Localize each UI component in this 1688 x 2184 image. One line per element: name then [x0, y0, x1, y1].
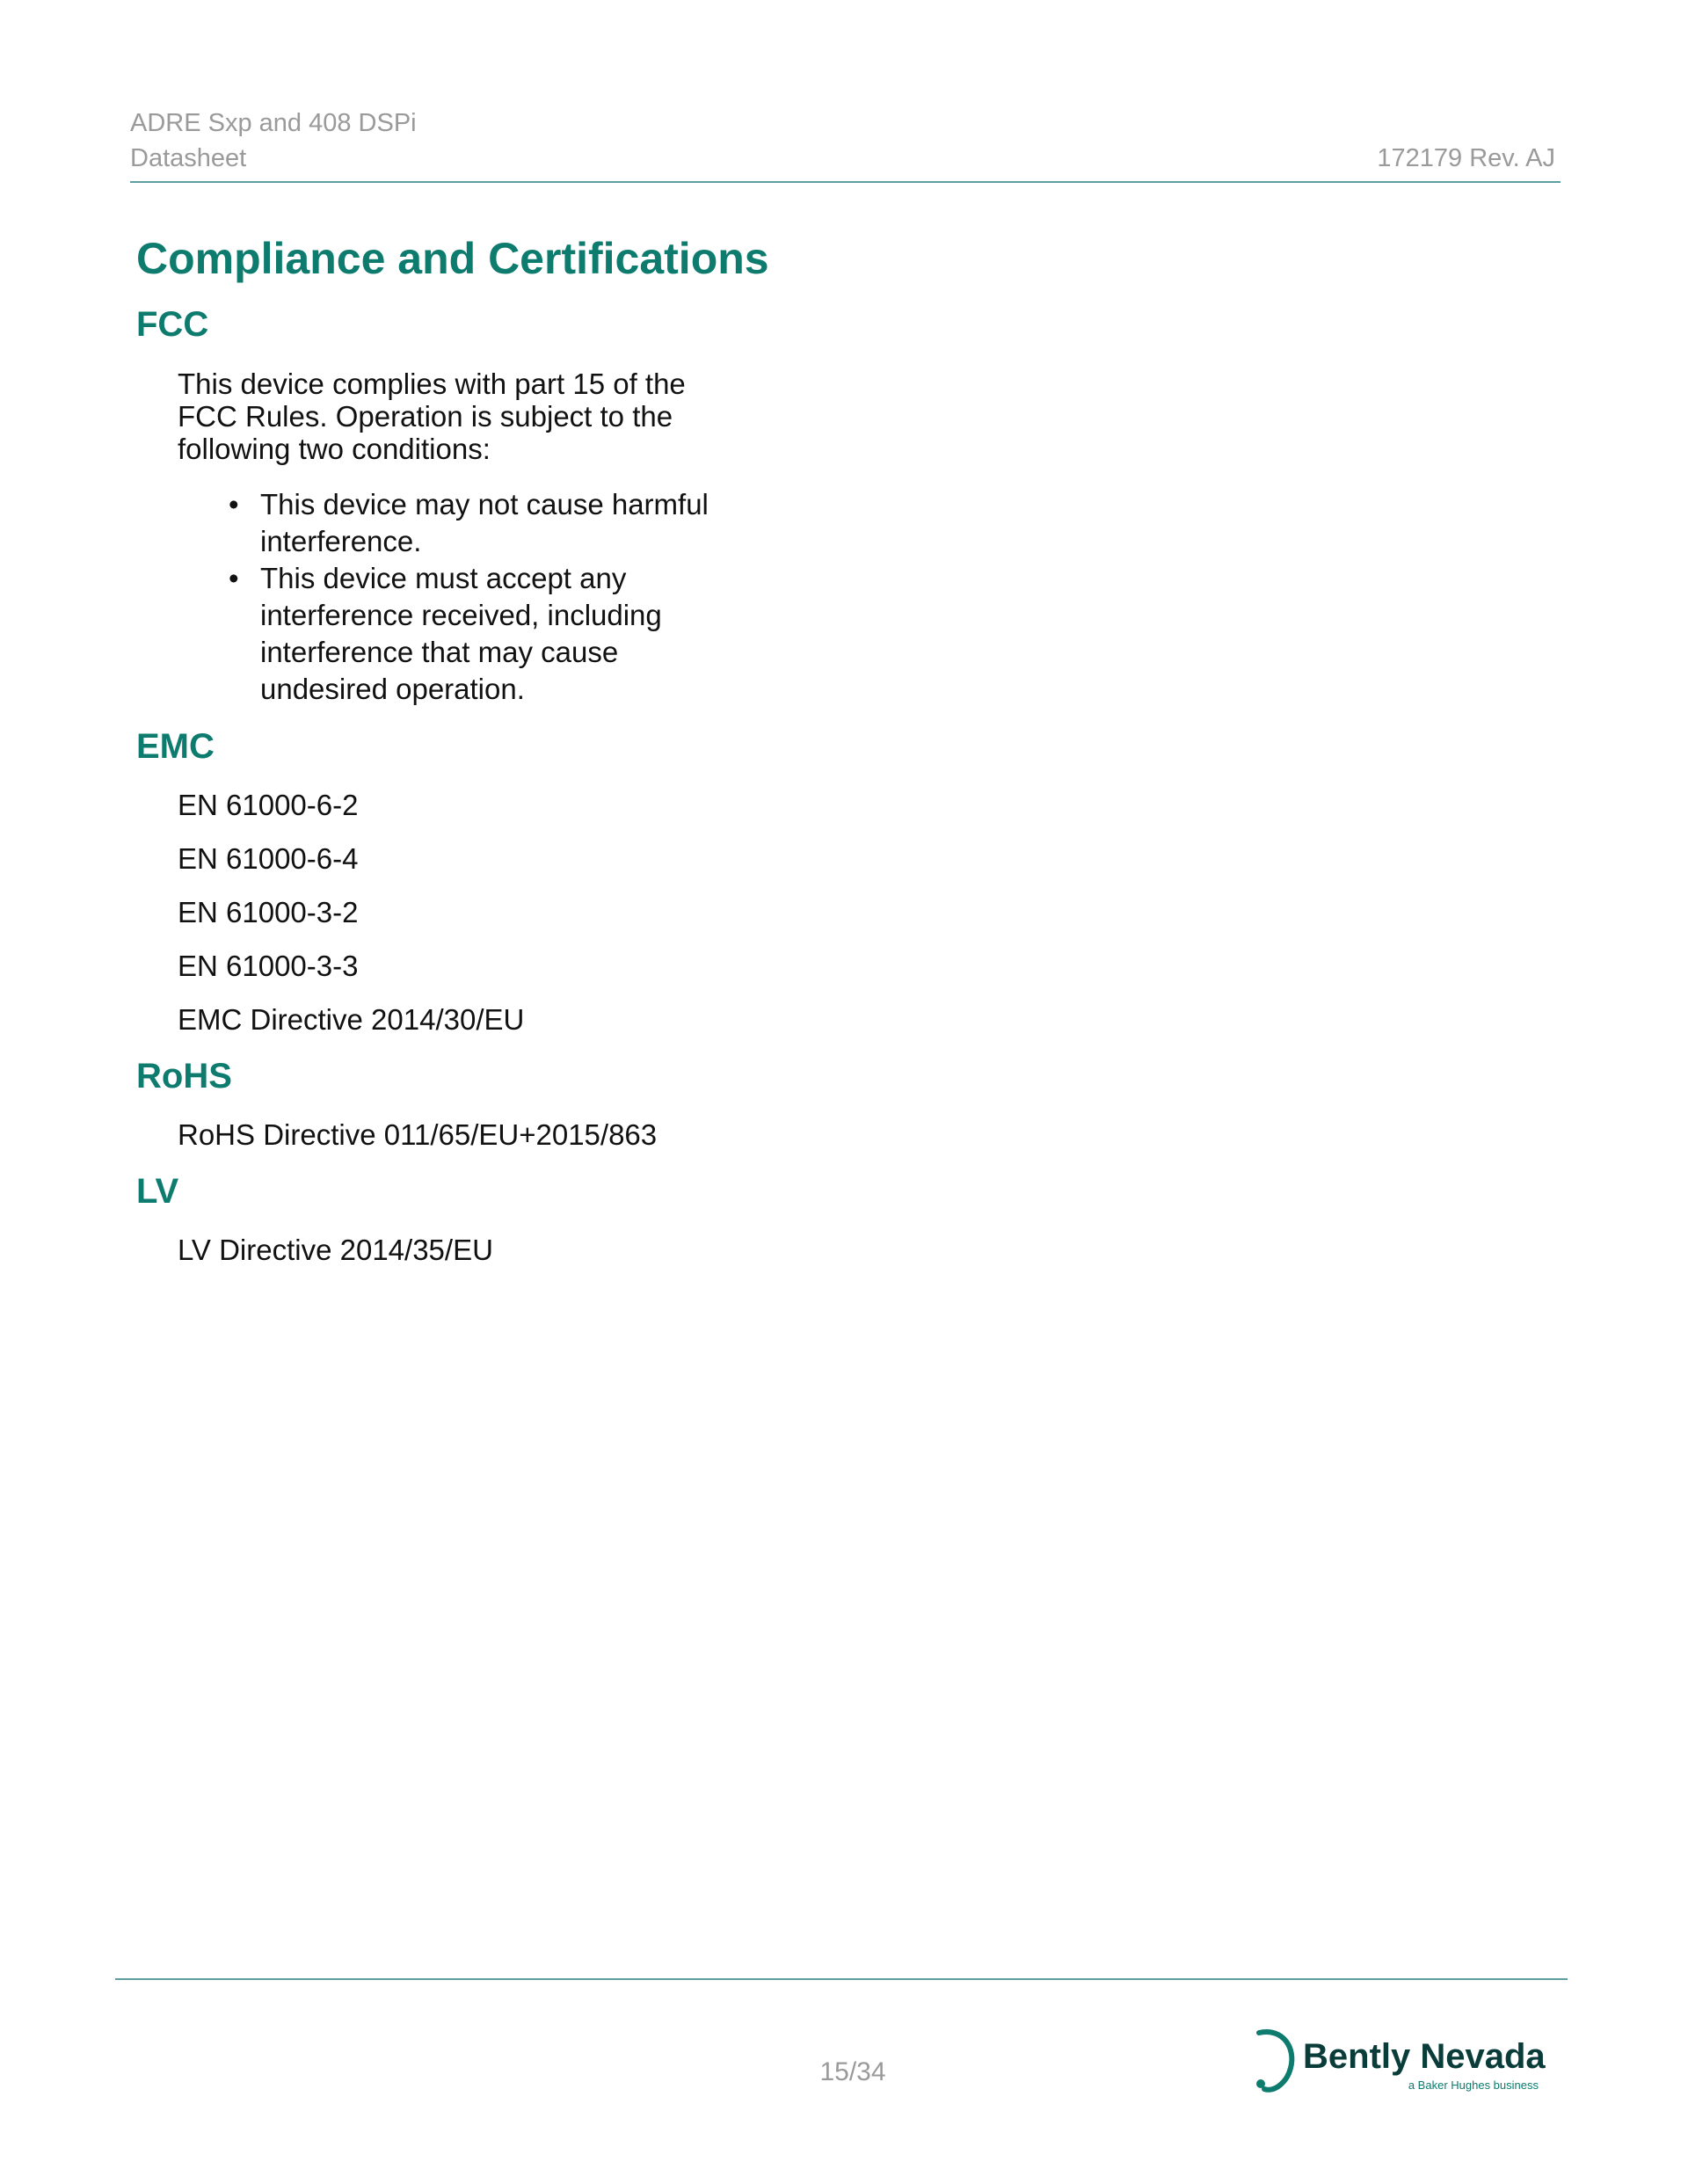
emc-standard: EMC Directive 2014/30/EU — [178, 1003, 525, 1036]
list-item — [229, 486, 876, 560]
lv-standard: LV Directive 2014/35/EU — [178, 1234, 493, 1266]
condition-line: undesired operation. — [260, 673, 525, 705]
bullet-icon: • — [229, 562, 239, 594]
document-number: 172179 Rev. AJ — [1377, 144, 1555, 172]
fcc-intro-line: FCC Rules. Operation is subject to the — [178, 400, 673, 433]
bently-nevada-mark-icon — [1248, 2022, 1303, 2101]
logo-wordmark: Bently Nevada — [1303, 2037, 1546, 2076]
section-title: Compliance and Certifications — [136, 234, 769, 283]
condition-line: interference that may cause — [260, 636, 619, 668]
list-item — [229, 560, 876, 708]
footer-divider — [115, 1978, 1568, 1980]
fcc-intro — [178, 368, 758, 465]
logo-tagline: a Baker Hughes business — [1408, 2078, 1539, 2092]
condition-line: This device may not cause harmful — [260, 488, 709, 521]
rohs-standard: RoHS Directive 011/65/EU+2015/863 — [178, 1118, 658, 1151]
condition-line: interference. — [260, 525, 422, 557]
lv-heading: LV — [136, 1172, 179, 1211]
emc-standard: EN 61000-6-2 — [178, 789, 359, 821]
condition-line: interference received, including — [260, 599, 662, 631]
fcc-heading: FCC — [136, 305, 209, 344]
company-logo — [1248, 2022, 1547, 2101]
document-title: ADRE Sxp and 408 DSPi — [130, 109, 417, 137]
condition-line: This device must accept any — [260, 562, 627, 594]
emc-standard: EN 61000-3-2 — [178, 896, 359, 928]
emc-standard: EN 61000-6-4 — [178, 842, 359, 875]
emc-standard: EN 61000-3-3 — [178, 950, 359, 982]
fcc-intro-line: This device complies with part 15 of the — [178, 368, 686, 400]
emc-heading: EMC — [136, 727, 215, 766]
fcc-intro-line: following two conditions: — [178, 433, 491, 465]
rohs-heading: RoHS — [136, 1057, 232, 1096]
bullet-icon: • — [229, 488, 239, 521]
fcc-conditions-list — [178, 486, 876, 708]
page-header — [130, 106, 1561, 183]
document-type: Datasheet — [130, 144, 247, 172]
page-number: 15/34 — [819, 2057, 886, 2086]
